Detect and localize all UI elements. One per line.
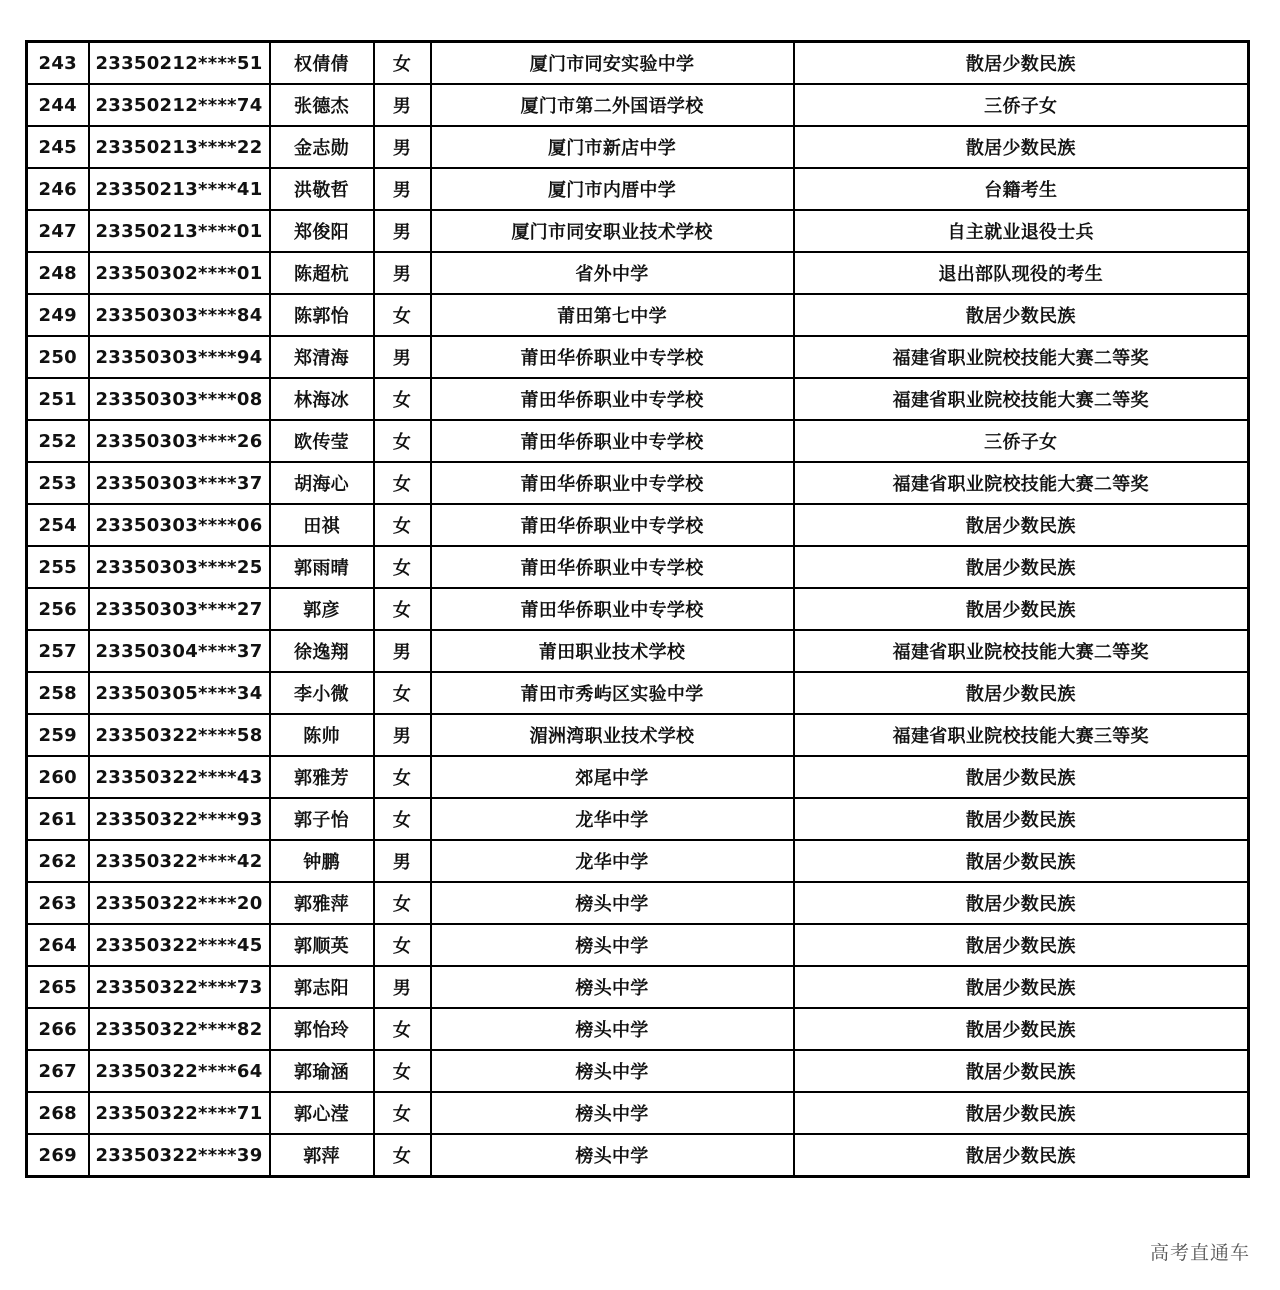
cell-gender: 男 <box>374 210 431 252</box>
cell-exam-id: 23350303****26 <box>89 420 270 462</box>
cell-serial-number: 263 <box>27 882 89 924</box>
cell-serial-number: 243 <box>27 42 89 85</box>
cell-exam-id: 23350305****34 <box>89 672 270 714</box>
cell-serial-number: 251 <box>27 378 89 420</box>
cell-school: 榜头中学 <box>431 1092 794 1134</box>
cell-school: 莆田第七中学 <box>431 294 794 336</box>
cell-exam-id: 23350302****01 <box>89 252 270 294</box>
table-row <box>27 42 1249 85</box>
cell-category: 三侨子女 <box>794 420 1249 462</box>
cell-student-name: 陈超杭 <box>270 252 374 294</box>
cell-gender: 女 <box>374 378 431 420</box>
cell-serial-number: 266 <box>27 1008 89 1050</box>
cell-gender: 女 <box>374 798 431 840</box>
cell-category: 散居少数民族 <box>794 1008 1249 1050</box>
cell-gender: 女 <box>374 756 431 798</box>
cell-school: 湄洲湾职业技术学校 <box>431 714 794 756</box>
cell-student-name: 郑俊阳 <box>270 210 374 252</box>
table-row <box>27 1092 1249 1134</box>
cell-gender: 女 <box>374 1008 431 1050</box>
cell-serial-number: 264 <box>27 924 89 966</box>
table-row <box>27 294 1249 336</box>
cell-category: 散居少数民族 <box>794 546 1249 588</box>
cell-exam-id: 23350212****74 <box>89 84 270 126</box>
cell-exam-id: 23350303****27 <box>89 588 270 630</box>
table-row <box>27 1008 1249 1050</box>
cell-student-name: 胡海心 <box>270 462 374 504</box>
cell-student-name: 郭心滢 <box>270 1092 374 1134</box>
cell-exam-id: 23350212****51 <box>89 42 270 85</box>
cell-student-name: 郭萍 <box>270 1134 374 1177</box>
cell-school: 厦门市同安实验中学 <box>431 42 794 85</box>
cell-student-name: 李小微 <box>270 672 374 714</box>
table-row <box>27 882 1249 924</box>
cell-student-name: 徐逸翔 <box>270 630 374 672</box>
table-row <box>27 168 1249 210</box>
roster-table-container <box>25 40 1247 1178</box>
cell-student-name: 郭子怡 <box>270 798 374 840</box>
cell-category: 退出部队现役的考生 <box>794 252 1249 294</box>
cell-category: 福建省职业院校技能大赛二等奖 <box>794 378 1249 420</box>
cell-category: 散居少数民族 <box>794 1092 1249 1134</box>
cell-exam-id: 23350303****84 <box>89 294 270 336</box>
table-row <box>27 630 1249 672</box>
table-row <box>27 798 1249 840</box>
cell-exam-id: 23350322****82 <box>89 1008 270 1050</box>
cell-gender: 女 <box>374 42 431 85</box>
cell-exam-id: 23350322****58 <box>89 714 270 756</box>
cell-gender: 男 <box>374 714 431 756</box>
table-row <box>27 378 1249 420</box>
cell-exam-id: 23350213****41 <box>89 168 270 210</box>
cell-student-name: 陈郭怡 <box>270 294 374 336</box>
cell-category: 散居少数民族 <box>794 1134 1249 1177</box>
cell-gender: 男 <box>374 336 431 378</box>
cell-serial-number: 250 <box>27 336 89 378</box>
cell-gender: 女 <box>374 882 431 924</box>
cell-student-name: 钟鹏 <box>270 840 374 882</box>
table-row <box>27 966 1249 1008</box>
cell-exam-id: 23350213****01 <box>89 210 270 252</box>
cell-gender: 女 <box>374 1134 431 1177</box>
cell-school: 厦门市第二外国语学校 <box>431 84 794 126</box>
cell-serial-number: 253 <box>27 462 89 504</box>
roster-table <box>25 40 1250 1178</box>
cell-school: 厦门市同安职业技术学校 <box>431 210 794 252</box>
cell-serial-number: 249 <box>27 294 89 336</box>
cell-serial-number: 268 <box>27 1092 89 1134</box>
cell-gender: 女 <box>374 672 431 714</box>
table-row <box>27 756 1249 798</box>
table-row <box>27 1134 1249 1177</box>
cell-school: 莆田华侨职业中专学校 <box>431 504 794 546</box>
cell-student-name: 郭雅芳 <box>270 756 374 798</box>
cell-student-name: 洪敬哲 <box>270 168 374 210</box>
table-row <box>27 462 1249 504</box>
cell-gender: 女 <box>374 504 431 546</box>
cell-school: 莆田华侨职业中专学校 <box>431 378 794 420</box>
cell-serial-number: 244 <box>27 84 89 126</box>
cell-school: 龙华中学 <box>431 840 794 882</box>
table-row <box>27 252 1249 294</box>
cell-student-name: 郭怡玲 <box>270 1008 374 1050</box>
cell-exam-id: 23350322****93 <box>89 798 270 840</box>
cell-gender: 男 <box>374 966 431 1008</box>
cell-category: 散居少数民族 <box>794 42 1249 85</box>
cell-exam-id: 23350322****45 <box>89 924 270 966</box>
cell-category: 散居少数民族 <box>794 672 1249 714</box>
cell-exam-id: 23350322****73 <box>89 966 270 1008</box>
cell-school: 莆田华侨职业中专学校 <box>431 546 794 588</box>
cell-category: 散居少数民族 <box>794 126 1249 168</box>
table-row <box>27 504 1249 546</box>
cell-serial-number: 262 <box>27 840 89 882</box>
cell-school: 莆田华侨职业中专学校 <box>431 588 794 630</box>
cell-serial-number: 269 <box>27 1134 89 1177</box>
cell-student-name: 陈帅 <box>270 714 374 756</box>
cell-serial-number: 259 <box>27 714 89 756</box>
cell-category: 福建省职业院校技能大赛二等奖 <box>794 462 1249 504</box>
cell-serial-number: 245 <box>27 126 89 168</box>
table-row <box>27 1050 1249 1092</box>
cell-exam-id: 23350303****08 <box>89 378 270 420</box>
cell-student-name: 郭顺英 <box>270 924 374 966</box>
table-row <box>27 924 1249 966</box>
cell-category: 自主就业退役士兵 <box>794 210 1249 252</box>
cell-school: 省外中学 <box>431 252 794 294</box>
cell-category: 散居少数民族 <box>794 588 1249 630</box>
cell-student-name: 郭瑜涵 <box>270 1050 374 1092</box>
cell-student-name: 郑清海 <box>270 336 374 378</box>
cell-gender: 女 <box>374 1092 431 1134</box>
cell-serial-number: 252 <box>27 420 89 462</box>
cell-gender: 男 <box>374 840 431 882</box>
cell-category: 散居少数民族 <box>794 504 1249 546</box>
table-row <box>27 714 1249 756</box>
cell-school: 莆田市秀屿区实验中学 <box>431 672 794 714</box>
cell-serial-number: 257 <box>27 630 89 672</box>
roster-table-body <box>27 42 1249 1177</box>
cell-category: 散居少数民族 <box>794 924 1249 966</box>
cell-school: 莆田职业技术学校 <box>431 630 794 672</box>
cell-serial-number: 248 <box>27 252 89 294</box>
watermark-text: 高考直通车 <box>1149 1242 1250 1264</box>
cell-student-name: 林海冰 <box>270 378 374 420</box>
cell-serial-number: 258 <box>27 672 89 714</box>
cell-student-name: 金志勋 <box>270 126 374 168</box>
cell-gender: 女 <box>374 1050 431 1092</box>
cell-category: 散居少数民族 <box>794 1050 1249 1092</box>
cell-category: 散居少数民族 <box>794 294 1249 336</box>
cell-gender: 男 <box>374 168 431 210</box>
cell-serial-number: 256 <box>27 588 89 630</box>
cell-serial-number: 267 <box>27 1050 89 1092</box>
cell-category: 散居少数民族 <box>794 840 1249 882</box>
cell-category: 散居少数民族 <box>794 966 1249 1008</box>
cell-school: 榜头中学 <box>431 882 794 924</box>
table-row <box>27 546 1249 588</box>
cell-exam-id: 23350303****37 <box>89 462 270 504</box>
cell-school: 龙华中学 <box>431 798 794 840</box>
cell-category: 散居少数民族 <box>794 756 1249 798</box>
table-row <box>27 126 1249 168</box>
cell-gender: 女 <box>374 420 431 462</box>
cell-student-name: 权倩倩 <box>270 42 374 85</box>
cell-gender: 男 <box>374 84 431 126</box>
cell-gender: 女 <box>374 294 431 336</box>
cell-exam-id: 23350304****37 <box>89 630 270 672</box>
cell-school: 厦门市新店中学 <box>431 126 794 168</box>
cell-gender: 女 <box>374 588 431 630</box>
cell-school: 榜头中学 <box>431 924 794 966</box>
cell-student-name: 郭雅萍 <box>270 882 374 924</box>
cell-gender: 女 <box>374 462 431 504</box>
cell-category: 散居少数民族 <box>794 882 1249 924</box>
cell-school: 榜头中学 <box>431 1050 794 1092</box>
cell-gender: 女 <box>374 546 431 588</box>
cell-category: 三侨子女 <box>794 84 1249 126</box>
cell-serial-number: 255 <box>27 546 89 588</box>
cell-category: 福建省职业院校技能大赛三等奖 <box>794 714 1249 756</box>
cell-exam-id: 23350322****43 <box>89 756 270 798</box>
table-row <box>27 210 1249 252</box>
cell-exam-id: 23350322****39 <box>89 1134 270 1177</box>
table-row <box>27 84 1249 126</box>
cell-school: 莆田华侨职业中专学校 <box>431 462 794 504</box>
cell-category: 福建省职业院校技能大赛二等奖 <box>794 630 1249 672</box>
cell-school: 厦门市内厝中学 <box>431 168 794 210</box>
cell-student-name: 郭雨晴 <box>270 546 374 588</box>
cell-exam-id: 23350322****71 <box>89 1092 270 1134</box>
cell-category: 台籍考生 <box>794 168 1249 210</box>
cell-exam-id: 23350322****64 <box>89 1050 270 1092</box>
cell-school: 莆田华侨职业中专学校 <box>431 420 794 462</box>
cell-serial-number: 265 <box>27 966 89 1008</box>
cell-school: 郊尾中学 <box>431 756 794 798</box>
cell-gender: 男 <box>374 252 431 294</box>
cell-school: 莆田华侨职业中专学校 <box>431 336 794 378</box>
cell-serial-number: 247 <box>27 210 89 252</box>
cell-category: 福建省职业院校技能大赛二等奖 <box>794 336 1249 378</box>
cell-student-name: 张德杰 <box>270 84 374 126</box>
cell-serial-number: 261 <box>27 798 89 840</box>
cell-student-name: 田祺 <box>270 504 374 546</box>
cell-exam-id: 23350322****20 <box>89 882 270 924</box>
cell-gender: 男 <box>374 126 431 168</box>
cell-serial-number: 246 <box>27 168 89 210</box>
table-row <box>27 588 1249 630</box>
table-row <box>27 336 1249 378</box>
cell-exam-id: 23350303****94 <box>89 336 270 378</box>
cell-gender: 男 <box>374 630 431 672</box>
table-row <box>27 672 1249 714</box>
cell-gender: 女 <box>374 924 431 966</box>
cell-school: 榜头中学 <box>431 1008 794 1050</box>
cell-exam-id: 23350303****06 <box>89 504 270 546</box>
cell-serial-number: 260 <box>27 756 89 798</box>
cell-category: 散居少数民族 <box>794 798 1249 840</box>
cell-school: 榜头中学 <box>431 1134 794 1177</box>
cell-exam-id: 23350322****42 <box>89 840 270 882</box>
cell-student-name: 郭志阳 <box>270 966 374 1008</box>
cell-school: 榜头中学 <box>431 966 794 1008</box>
table-row <box>27 420 1249 462</box>
cell-student-name: 郭彦 <box>270 588 374 630</box>
cell-exam-id: 23350303****25 <box>89 546 270 588</box>
cell-exam-id: 23350213****22 <box>89 126 270 168</box>
cell-serial-number: 254 <box>27 504 89 546</box>
table-row <box>27 840 1249 882</box>
cell-student-name: 欧传莹 <box>270 420 374 462</box>
